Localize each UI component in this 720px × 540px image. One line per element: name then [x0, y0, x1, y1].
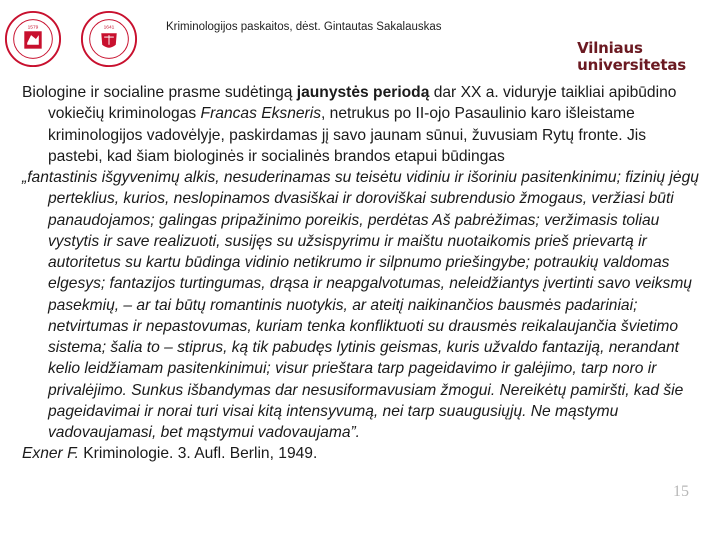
slide-header: Kriminologijos paskaitos, dėst. Gintautas Sakalauskas [166, 21, 442, 33]
brand-line-2: universitetas [577, 56, 686, 74]
criminologist-name: Francas Eksneris [200, 105, 322, 123]
intro-text-1: Biologine ir socialine prasme sudėtingą [22, 84, 297, 101]
page-number: 15 [673, 483, 689, 500]
citation-source: Kriminologie. 3. Aufl. Berlin, 1949. [78, 445, 318, 463]
intro-text-3: , netrukus po II-ojo Pasaulinio karo išleistame kriminologijos vadovėlyje, paskirdamas jį savo jaunam sūnui, žuvusiam Rytų fronte. Jis pastebi, kad šiam biologinės ir socialinės brandos etapui būdingas [48, 105, 647, 165]
intro-bold: jaunystės periodą [296, 84, 430, 101]
university-seal-logo [4, 10, 62, 68]
law-faculty-seal-logo [80, 10, 138, 68]
brand-line-1: Vilniaus [577, 39, 643, 57]
quote-paragraph: „fantastinis išgyvenimų alkis, nesuderinamas su teisėtu vidiniu ir išoriniu pasitenkinimu; fizinių jėgų perteklius, kurios, neslopinamos dvasiškai ir doroviškai subrendusio žmogaus, veržiasi būti panaudojamos; galingas pripažinimo poreikis, perdėtas Aš pabrėžimas; veržimasis toliau vystytis ir save realizuoti, susijęs su užsispyrimu ir maištu nuotaikomis prieš prievartą ir autoritetus su kartu būdinga vidinio netikrumo ir silpnumo priešingybe; potraukių valdomas elgesys; fantazijos turtingumas, drąsa ir neapgalvotumas, neleidžiantys įvertinti savo veiksmų pasekmių, – ar tai būtų romantinis nuotykis, ar ateitį naikinančios bausmės padariniai; netvirtumas ir nepastovumas, kuriam tenka konfliktuoti su drausmės reikalaujančia švietimo sistema; šalia to – stiprus, ką tik pabudęs lytinis geismas, kuris užvaldo fantaziją, nerandant kelio leidžiamam pasitenkinimui; visur prieštara tarp pageidavimo ir galėjimo, tarp noro ir privalėjimo. Sunkus išbandymas dar nesusiformavusiam žmogui. Nereikėtų pamiršti, kad šie pageidavimai ir norai turi visai kitą intensyvumą, nei tarp suaugusiųjų. Ne mąstymu vadovaujamasi, bet mąstymui vadovaujama”. [22, 169, 699, 441]
seal-year: 1641 [103, 25, 115, 31]
slide-body [22, 82, 702, 465]
seal-year: 1579 [27, 25, 39, 31]
citation [22, 443, 702, 464]
intro-text-2: dar XX a. viduryje taikliai apibūdino vokiečių kriminologas [48, 84, 677, 123]
citation-author: Exner F. [22, 445, 79, 463]
university-brand [577, 40, 686, 74]
intro-paragraph [22, 82, 702, 167]
